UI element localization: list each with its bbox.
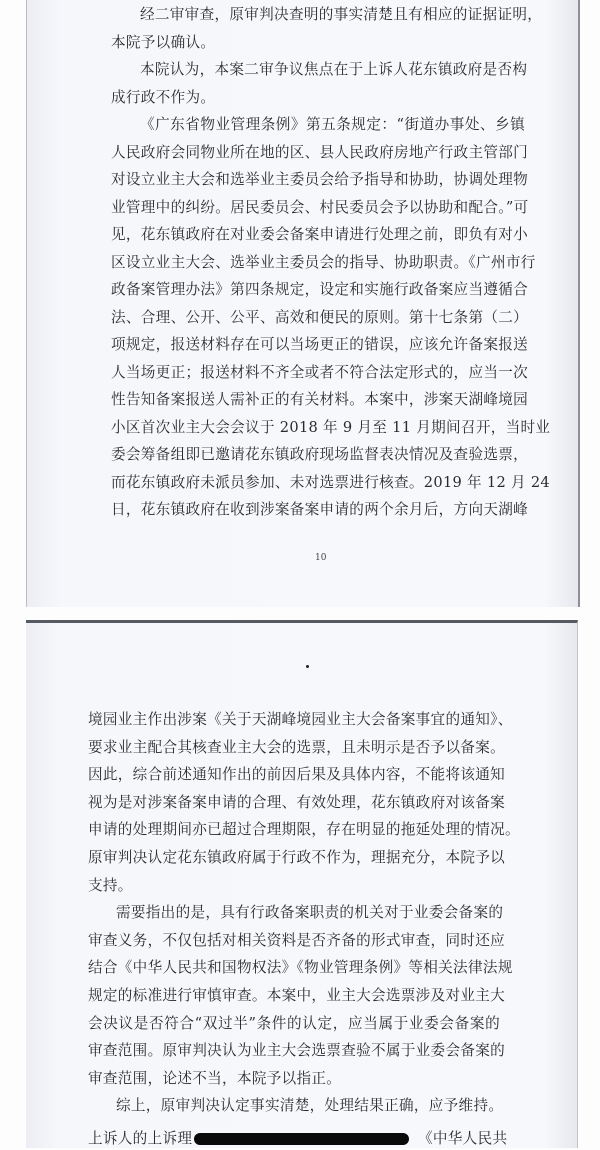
text-line: 区设立业主大会、选举业主委员会的指导、协助职责。《广州市行	[111, 253, 536, 271]
text-line: 本院予以确认。	[111, 33, 216, 51]
partial-line-start: 上诉人的上诉理	[88, 1130, 193, 1147]
text-line: 需要指出的是，具有行政备案职责的机关对于业委会备案的	[116, 904, 504, 922]
text-line: 政备案管理办法》第四条规定，设定和实施行政备案应当遵循合	[111, 281, 529, 298]
text-line: 对设立业主大会和选举业主委员会给予指导和协助，协调处理物	[111, 171, 529, 188]
text-line: 日，花东镇政府在收到涉案备案申请的两个余月后，方向天湖峰	[111, 501, 529, 518]
scan-speck	[306, 665, 309, 668]
text-line: 视为是对涉案备案申请的合理、有效处理，花东镇政府对该备案	[88, 793, 506, 811]
text-line: 人当场更正；报送材料不齐全或者不符合法定形式的，应当一次	[111, 363, 529, 381]
text-line: 经二审审查，原审判决查明的事实清楚且有相应的证据证明，	[140, 6, 543, 23]
text-line: 人民政府会同物业所在地的区、县人民政府房地产行政主管部门	[111, 143, 529, 161]
text-line: 而花东镇政府未派员参加、未对选票进行核查。2019 年 12 月 24	[111, 473, 550, 491]
text-line: 会决议是否符合“双过半”条件的认定，应当属于业委会备案的	[88, 1014, 500, 1032]
page-number: 10	[315, 553, 327, 563]
text-line: 要求业主配合其核查业主大会的选票，且未明示是否予以备案。	[88, 738, 506, 756]
partial-line-end: 《中华人民共	[418, 1130, 508, 1147]
text-line: 本院认为，本案二审争议焦点在于上诉人花东镇政府是否构	[140, 61, 528, 78]
document-page-10	[26, 0, 580, 607]
text-line: 境园业主作出涉案《关于天湖峰境园业主大会备案事宜的通知》、	[88, 711, 513, 728]
text-line: 委会筹备组即已邀请花东镇政府现场监督表决情况及查验选票，	[111, 446, 529, 463]
text-line: 原审判决认定花东镇政府属于行政不作为，理据充分，本院予以	[88, 849, 506, 866]
text-line: 规定的标准进行审慎审查。本案中，业主大会选票涉及对业主大	[88, 987, 506, 1004]
redaction-bar	[194, 1133, 409, 1145]
text-line: 法、合理、公开、公平、高效和便民的原则。第十七条第（二）	[111, 308, 529, 326]
text-line: 支持。	[88, 876, 133, 894]
text-line: 业管理中的纠纷。居民委员会、村民委员会予以协助和配合。”可	[111, 198, 529, 216]
document-page-11	[26, 620, 578, 1148]
text-line: 《广东省物业管理条例》第五条规定：“街道办事处、乡镇	[140, 116, 525, 133]
text-line: 成行政不作为。	[111, 88, 216, 106]
text-line: 结合《中华人民共和国物权法》《物业管理条例》等相关法律法规	[88, 959, 513, 977]
text-line: 综上，原审判决认定事实清楚，处理结果正确，应予维持。	[116, 1097, 504, 1115]
text-line: 因此，综合前述通知作出的前因后果及具体内容，不能将该通知	[88, 766, 506, 784]
text-line: 项规定，报送材料存在可以当场更正的错误，应该允许备案报送	[111, 336, 529, 353]
text-line: 见，花东镇政府在对业委会备案申请进行处理之前，即负有对小	[111, 226, 529, 243]
text-line: 小区首次业主大会会议于 2018 年 9 月至 11 月期间召开，当时业	[111, 418, 551, 436]
text-line: 审查义务，不仅包括对相关资料是否齐备的形式审查，同时还应	[88, 931, 506, 949]
text-line: 审查范围，论述不当，本院予以指正。	[88, 1069, 342, 1087]
text-line: 性告知备案报送人需补正的有关材料。本案中，涉案天湖峰境园	[111, 391, 529, 408]
text-line: 审查范围。原审判决认为业主大会选票查验不属于业委会备案的	[88, 1042, 506, 1060]
text-line: 申请的处理期间亦已超过合理期限，存在明显的拖延处理的情况。	[88, 821, 520, 839]
